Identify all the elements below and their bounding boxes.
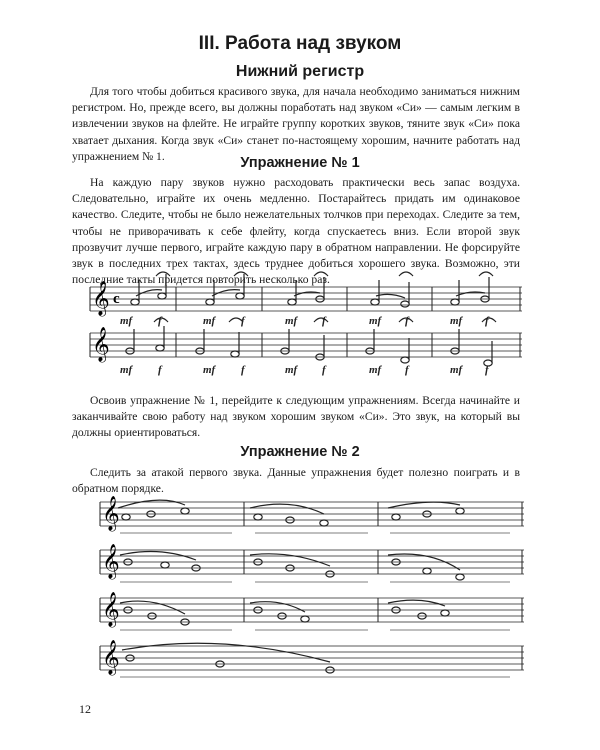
treble-clef-icon: 𝄞 bbox=[102, 593, 120, 626]
svg-text:mf: mf bbox=[285, 364, 298, 376]
exercise-1-title: Упражнение № 1 bbox=[240, 155, 360, 171]
svg-text:mf: mf bbox=[120, 315, 133, 327]
exercise-2-text: Следить за атакой первого звука. Данные упражнения будет полезно поиграть и в обратном порядке. bbox=[72, 466, 520, 496]
svg-text:mf: mf bbox=[450, 364, 463, 376]
svg-text:mf: mf bbox=[285, 315, 298, 327]
section-title: Нижний регистр bbox=[235, 63, 365, 80]
svg-text:f: f bbox=[158, 364, 162, 376]
common-time-icon: c bbox=[113, 291, 120, 307]
treble-clef-icon: 𝄞 bbox=[102, 641, 120, 674]
exercise-2-title: Упражнение № 2 bbox=[240, 444, 360, 460]
svg-text:f: f bbox=[241, 364, 245, 376]
svg-text:f: f bbox=[485, 364, 489, 376]
svg-text:f: f bbox=[322, 315, 326, 327]
svg-text:mf: mf bbox=[369, 364, 382, 376]
page-number: 12 bbox=[79, 702, 91, 716]
svg-text:f: f bbox=[241, 315, 245, 327]
svg-text:f: f bbox=[405, 364, 409, 376]
treble-clef-icon: 𝄞 bbox=[102, 545, 120, 578]
svg-text:mf: mf bbox=[120, 364, 133, 376]
svg-text:f: f bbox=[322, 364, 326, 376]
staff-system-5 bbox=[100, 598, 524, 622]
svg-text:f: f bbox=[158, 315, 162, 327]
treble-clef-icon: 𝄞 bbox=[92, 328, 110, 361]
svg-text:f: f bbox=[485, 315, 489, 327]
svg-text:mf: mf bbox=[203, 315, 216, 327]
svg-text:mf: mf bbox=[203, 364, 216, 376]
svg-text:f: f bbox=[405, 315, 409, 327]
treble-clef-icon: 𝄞 bbox=[102, 497, 120, 530]
chapter-title: III. Работа над звуком bbox=[198, 33, 402, 54]
svg-text:mf: mf bbox=[369, 315, 382, 327]
svg-text:mf: mf bbox=[450, 315, 463, 327]
exercise-1-text: На каждую пару звуков нужно расходовать практически весь запас воздуха. Следовательно, играйте их очень медленно. Постарайтесь придать им одинаковое качество. Следите, чтобы не было нежелательных толчков при переходах. Следите за тем, чтобы не приворачивать к себе флейту, когда спускаетесь вниз. Если второй звук прозвучит лучше первого, играйте каждую пару в обратном направлении. Не форсируйте звук в последних трех тактах, здесь труднее добиться хорошего звука. Возможно, эти последние такты придется повторить несколько раз. bbox=[72, 176, 520, 287]
treble-clef-icon: 𝄞 bbox=[92, 282, 110, 315]
exercise-1-after-text: Освоив упражнение № 1, перейдите к следующим упражнениям. Всегда начинайте и заканчивайте свою работу над звуком хорошим звуком «Си». Это звук, на который вы должны ориентироваться. bbox=[72, 394, 520, 440]
intro-paragraph: Для того чтобы добиться красивого звука, для начала необходимо заниматься нижним регистром. Но, прежде всего, вы должны поработать над звуком «Си» — самым легким в извлечении звуков на флейте. Не играйте группу коротких звуков, тяните звук «Си» пока хватает дыхания. Когда звук «Си» станет по-настоящему хорошим, начните работать над упражнением № 1. bbox=[72, 85, 520, 163]
